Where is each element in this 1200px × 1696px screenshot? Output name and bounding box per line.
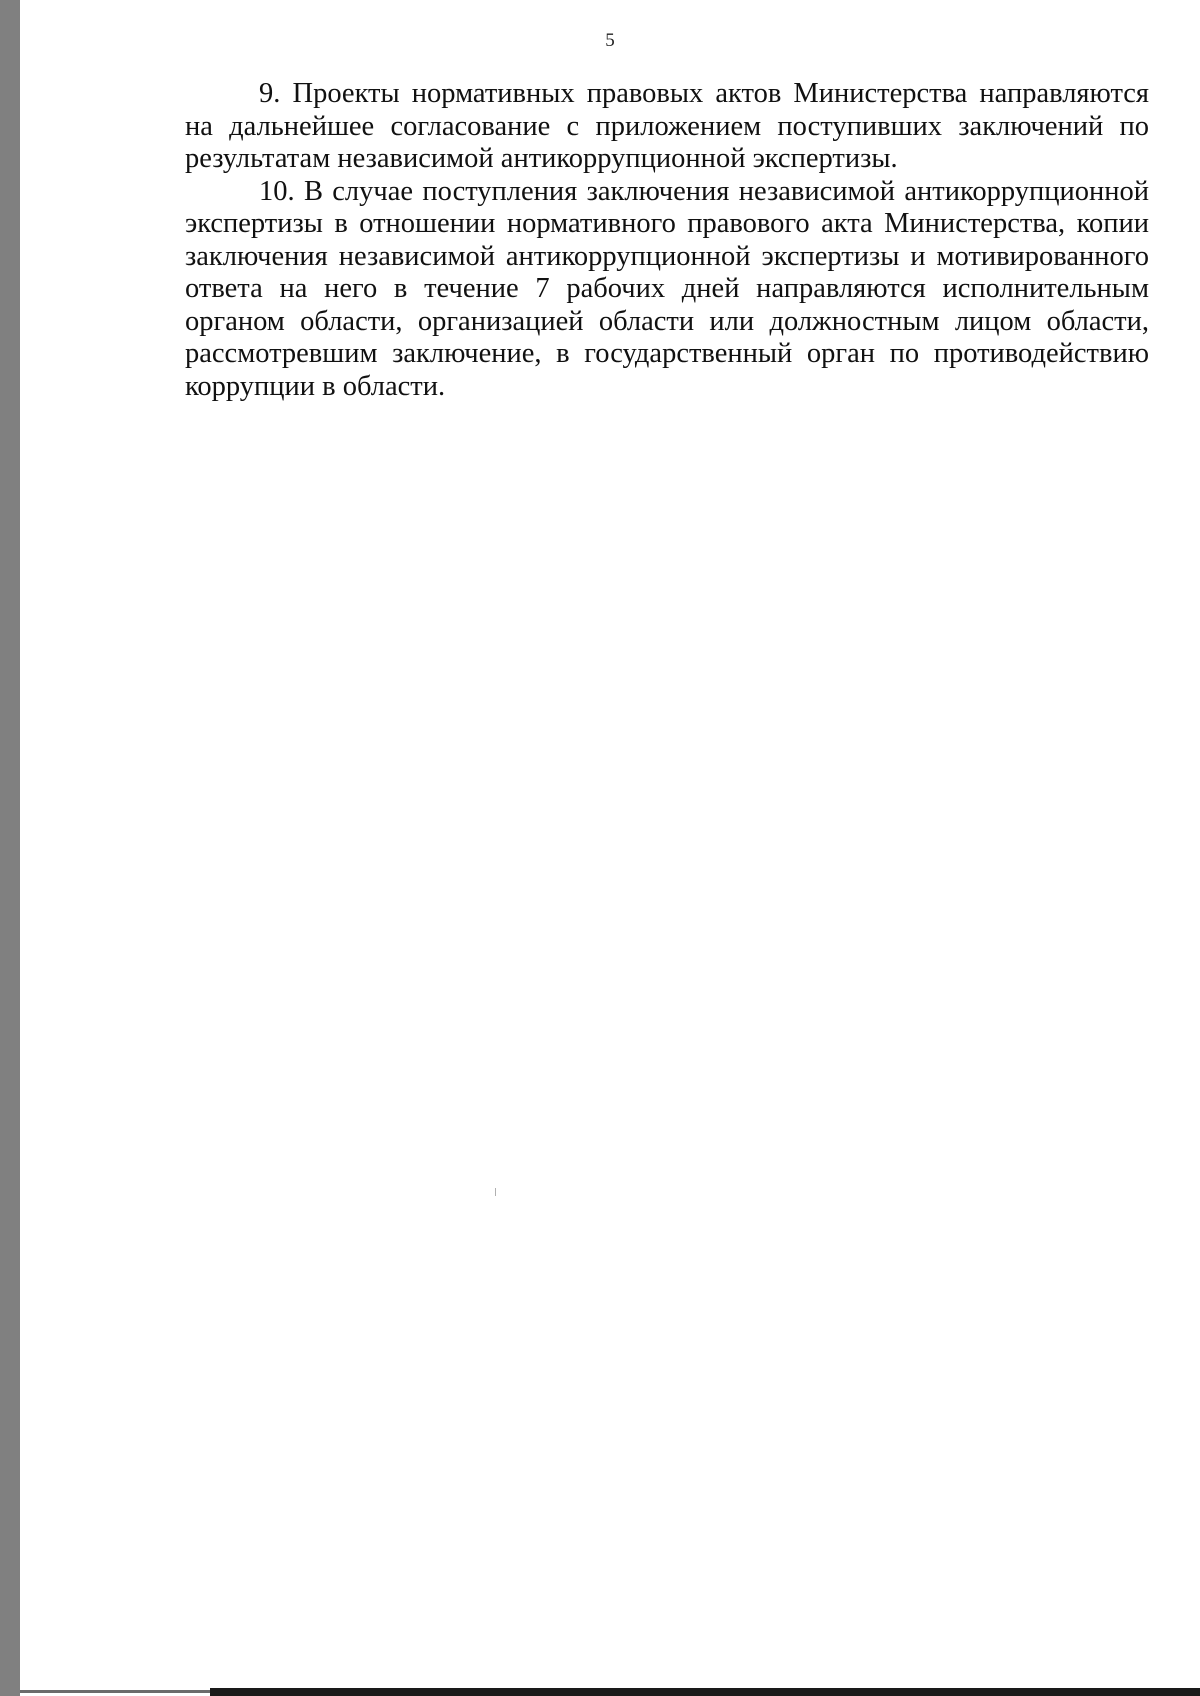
viewer-left-margin [0,0,20,1696]
paragraph-10: 10. В случае поступления заключения независимой антикоррупционной экспертизы в отношении нормативного правового акта Министерства, копии заключения независимой антикоррупционной экспертизы и мотивированного ответа на него в течение 7 рабочих дней направляются исполнительным органом области, организацией области или должностным лицом области, рассмотревшим заключение, в государственный орган по противодействию коррупции в области. [185,175,1149,402]
page-bottom-edge [210,1688,1200,1696]
document-page [20,0,1200,1686]
page-bottom-edge-thin [20,1690,210,1693]
paragraph-9: 9. Проекты нормативных правовых актов Министерства направляются на дальнейшее согласование с приложением поступивших заключений по результатам независимой антикоррупционной экспертизы. [185,78,1149,174]
scan-artifact [495,1188,496,1196]
page-number: 5 [605,30,615,51]
document-body [185,78,1149,403]
